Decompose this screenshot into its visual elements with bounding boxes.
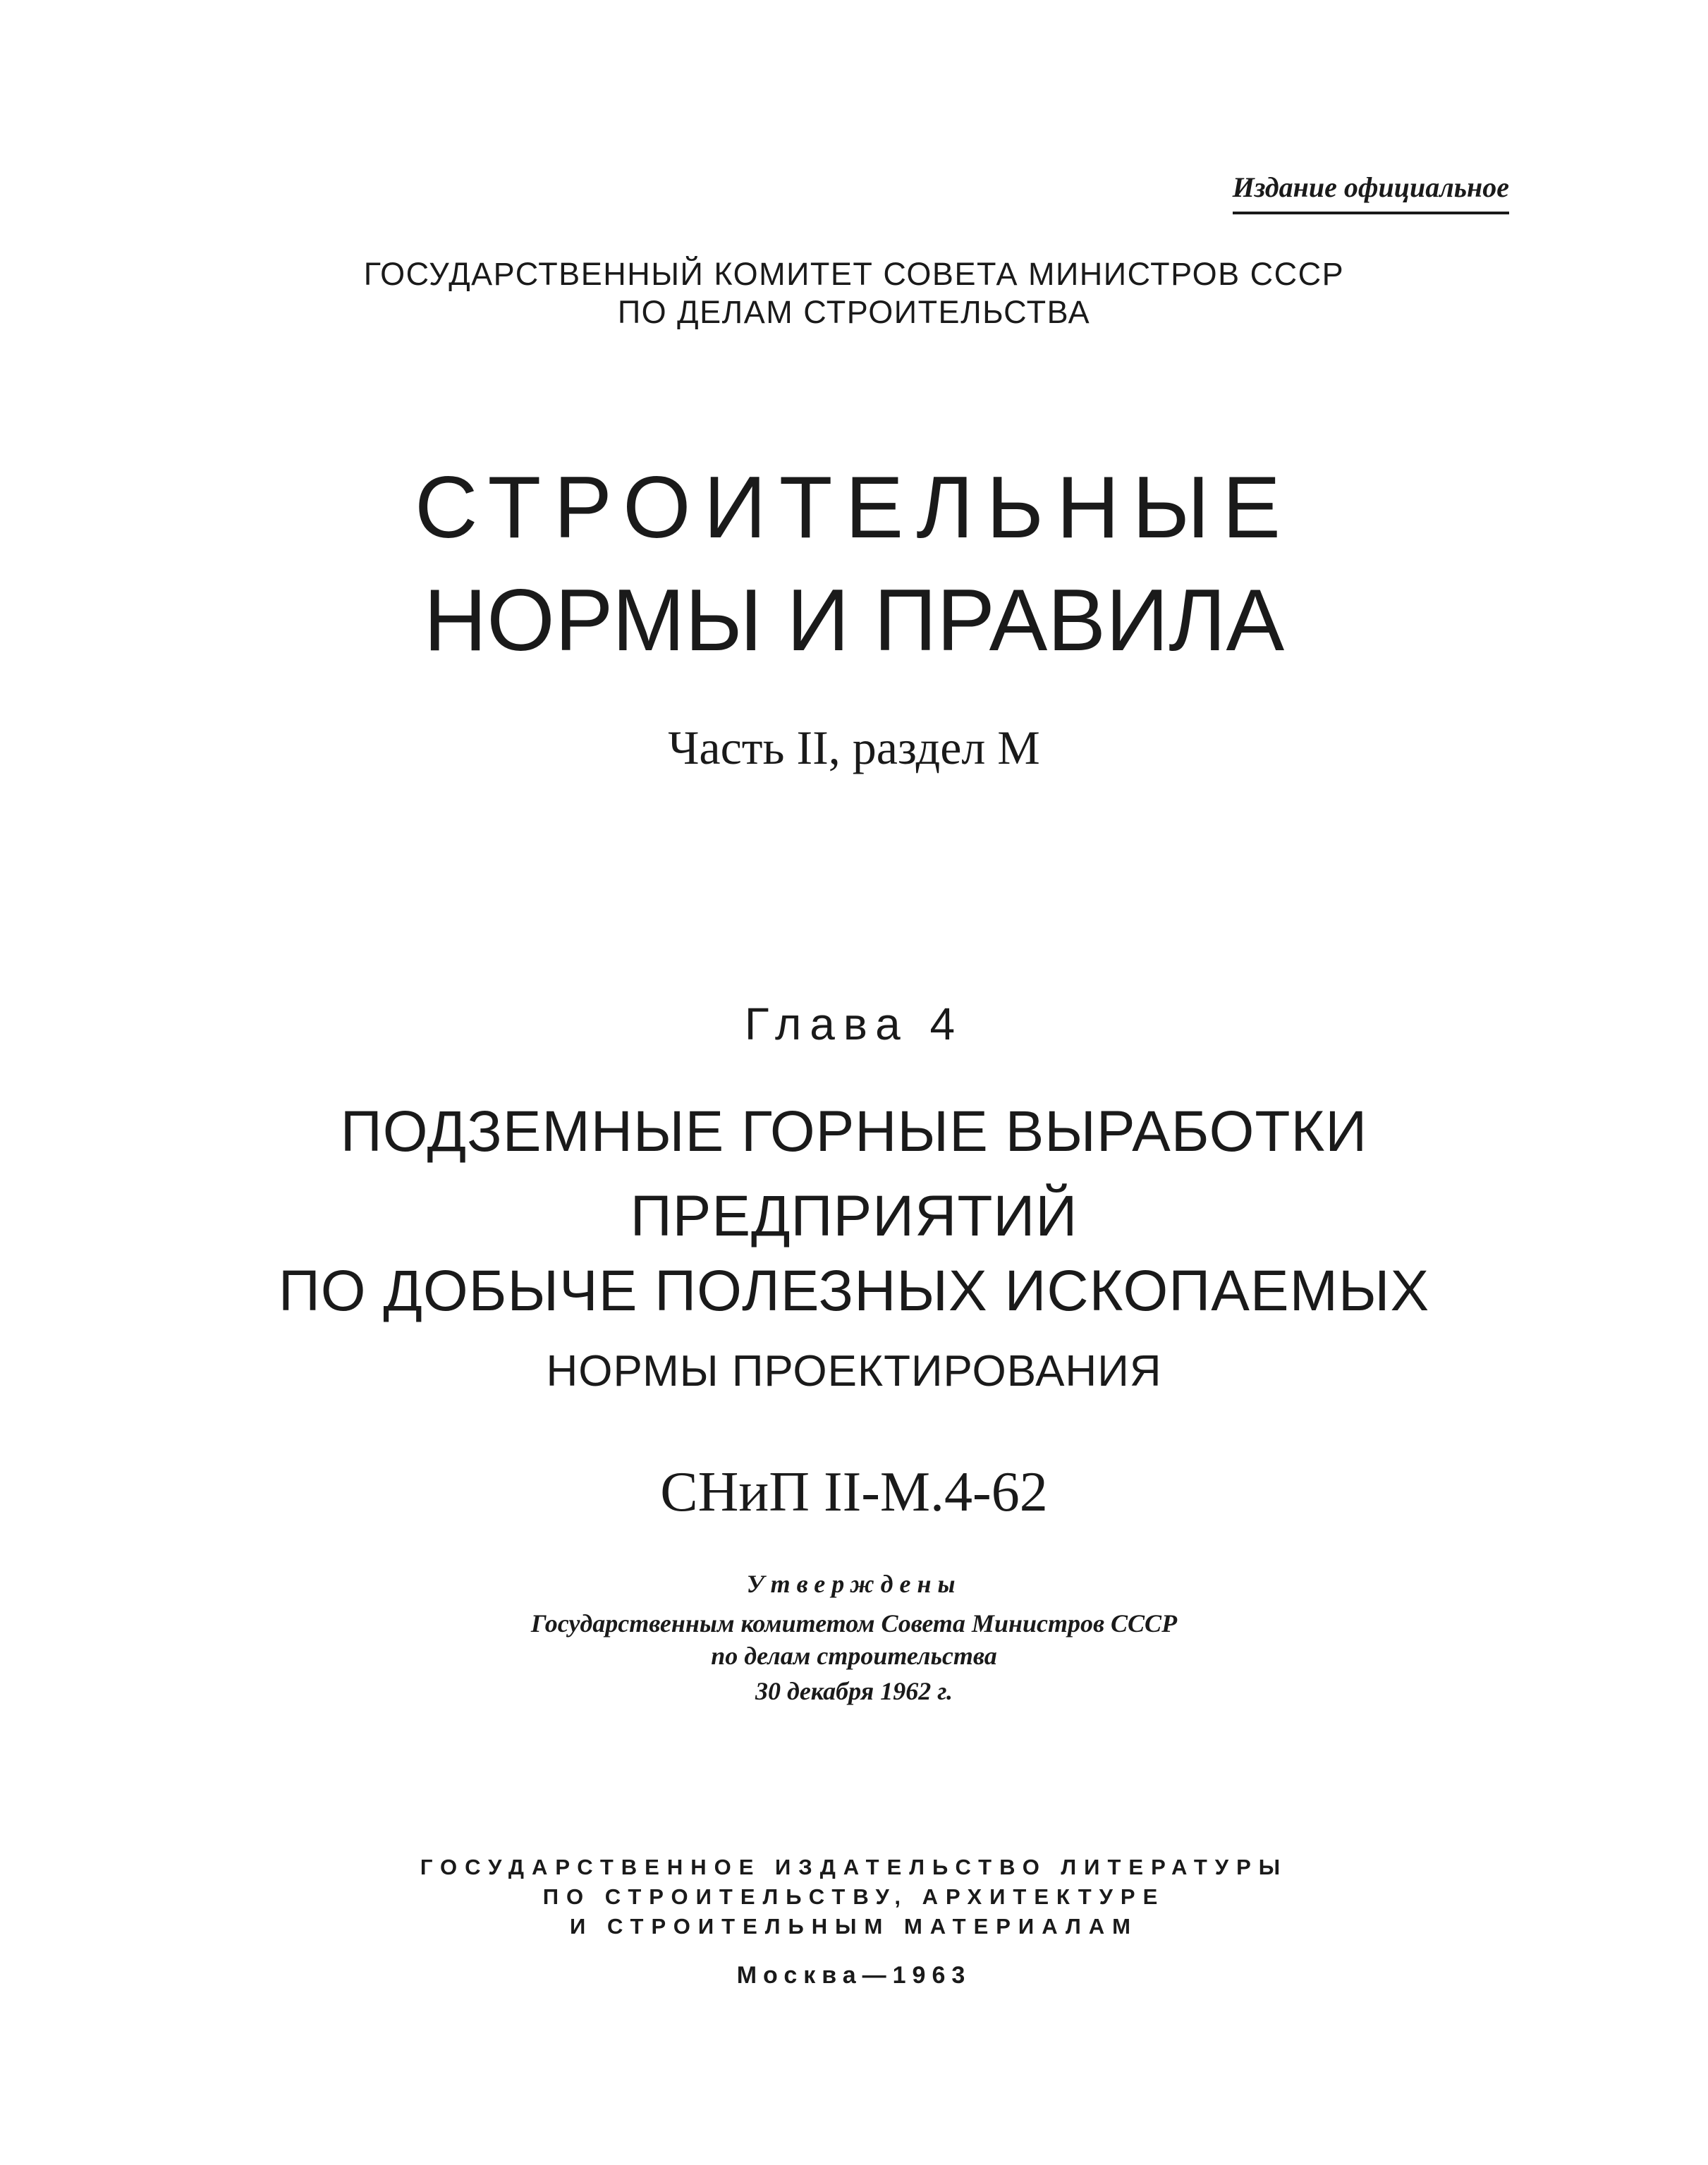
publisher-city-year: Москва—1963: [736, 1962, 972, 1989]
committee-line-1: ГОСУДАРСТВЕННЫЙ КОМИТЕТ СОВЕТА МИНИСТРОВ СССР: [363, 256, 1345, 292]
publisher-line-1: ГОСУДАРСТВЕННОЕ ИЗДАТЕЛЬСТВО ЛИТЕРАТУРЫ: [420, 1855, 1288, 1879]
approval-line-3: по делам строительства: [711, 1642, 997, 1670]
chapter-title-line-2: ПРЕДПРИЯТИЙ: [630, 1184, 1078, 1248]
main-title-line-2: НОРМЫ И ПРАВИЛА: [423, 572, 1285, 669]
chapter-number: Глава 4: [744, 999, 964, 1049]
part-section: Часть II, раздел М: [668, 721, 1040, 774]
chapter-title-line-1: ПОДЗЕМНЫЕ ГОРНЫЕ ВЫРАБОТКИ: [340, 1099, 1368, 1164]
approval-line-4: 30 декабря 1962 г.: [755, 1677, 953, 1705]
document-code: СНиП II-М.4-62: [660, 1461, 1048, 1523]
publisher-line-2: ПО СТРОИТЕЛЬСТВУ, АРХИТЕКТУРЕ: [542, 1884, 1166, 1909]
chapter-title-line-3: ПО ДОБЫЧЕ ПОЛЕЗНЫХ ИСКОПАЕМЫХ: [278, 1259, 1430, 1323]
publisher-line-3: И СТРОИТЕЛЬНЫМ МАТЕРИАЛАМ: [570, 1914, 1138, 1939]
edition-label: Издание официальное: [1233, 173, 1509, 214]
design-norms-subtitle: НОРМЫ ПРОЕКТИРОВАНИЯ: [546, 1347, 1162, 1396]
committee-line-2: ПО ДЕЛАМ СТРОИТЕЛЬСТВА: [617, 294, 1091, 330]
approval-line-2: Государственным комитетом Совета Министров СССР: [530, 1609, 1178, 1638]
approval-line-1: Утверждены: [746, 1570, 962, 1598]
main-title-line-1: СТРОИТЕЛЬНЫЕ: [415, 459, 1293, 556]
